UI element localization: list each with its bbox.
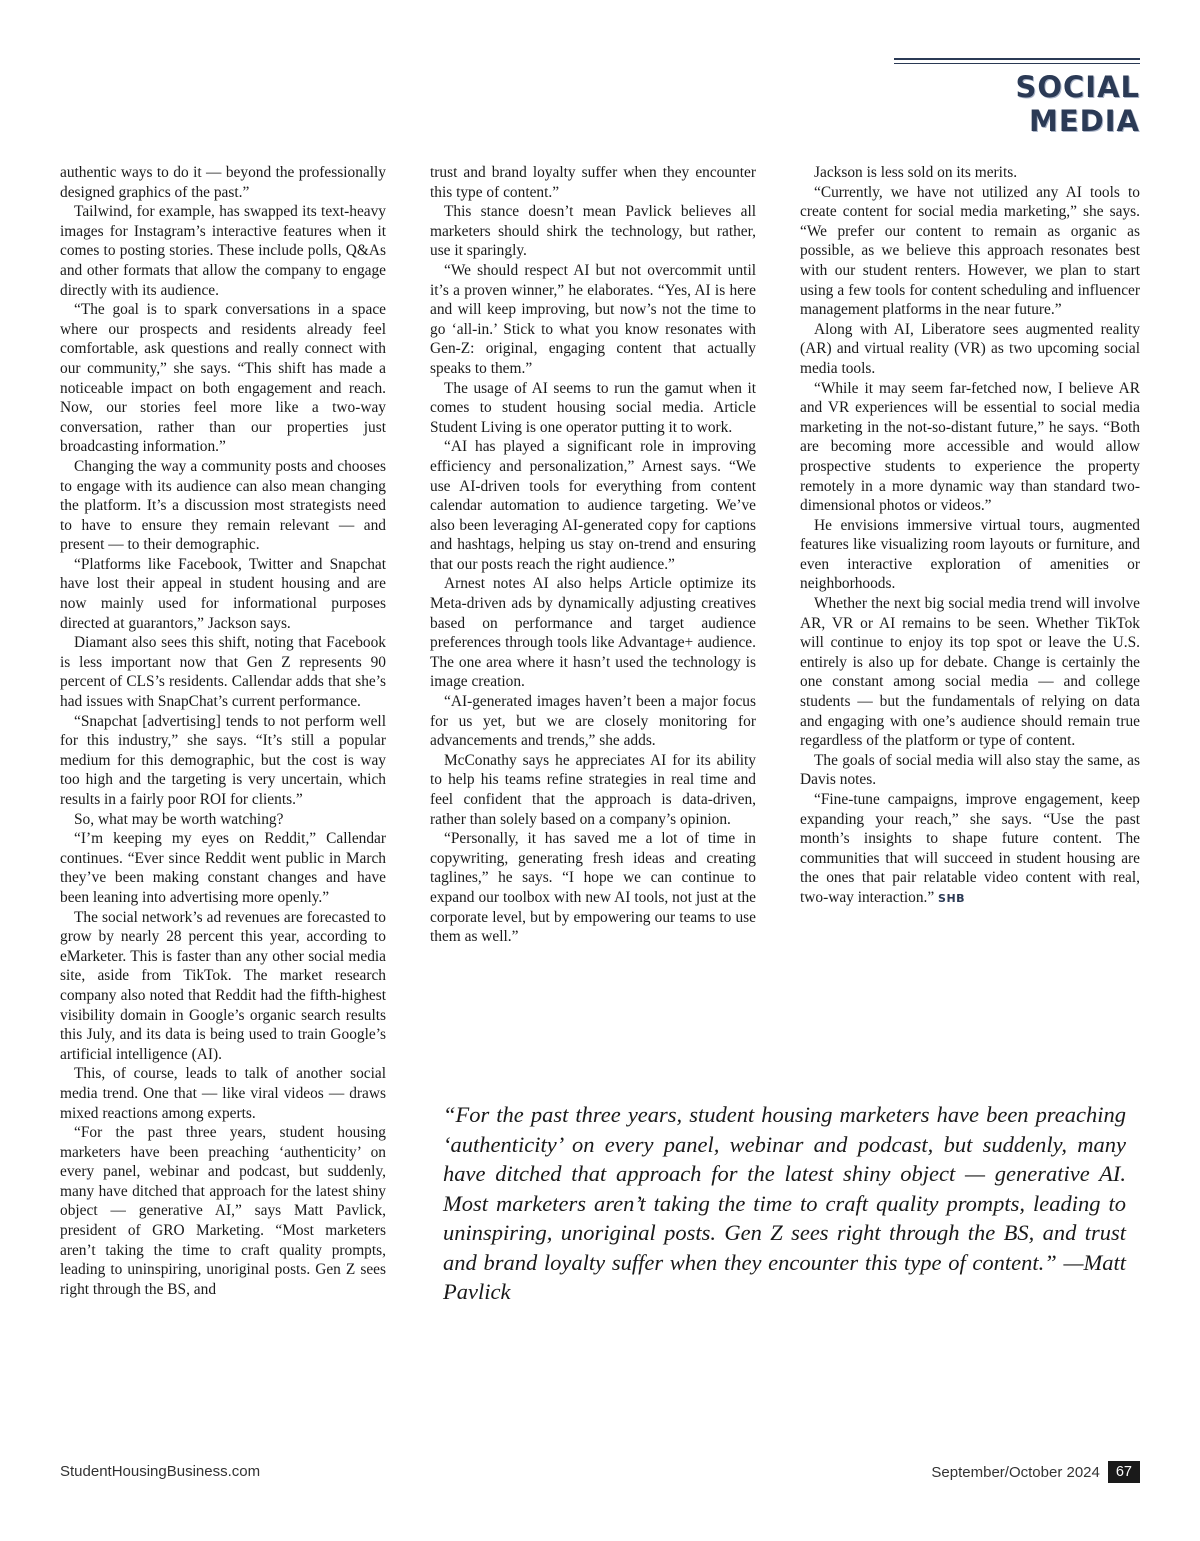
end-mark: SHB [938,891,966,905]
footer-issue: September/October 2024 [931,1463,1100,1481]
paragraph: This, of course, leads to talk of another social media trend. One that — like viral videos — draws mixed reactions among experts. [60,1065,386,1122]
paragraph: “The goal is to spark conversations in a space where our prospects and residents already feel comfortable, ask questions and really connect with our community,” she says. “This shift has made a noticeable impact on both engagement and reach. Now, our stories feel more like a two-way conversation, rather than our properties just broadcasting information.” [60,301,386,456]
paragraph: “For the past three years, student housing marketers have been preaching ‘authenticity’ on every panel, webinar and podcast, but suddenly, many have ditched that approach for the latest shiny object — generative AI,” says Matt Pavlick, president of GRO Marketing. “Most marketers aren’t taking the time to craft quality prompts, leading to uninspiring, unoriginal posts. Gen Z sees right through the BS, and [60,1124,386,1298]
paragraph: Diamant also sees this shift, noting that Facebook is less important now that Gen Z represents 90 percent of CLS’s residents. Callendar adds that she’s had issues with SnapChat’s current performance. [60,634,386,711]
paragraph: “AI has played a significant role in improving efficiency and personalization,” Arnest says. “We use AI-driven tools for everything from content calendar automation to audience targeting. We’ve also been leveraging AI-generated copy for captions and hashtags, helping us stay on-trend and ensuring that our posts reach the right audience.” [430,438,756,573]
pull-quote: “For the past three years, student housing marketers have been preaching ‘authenticity’ on every panel, webinar and podcast, but suddenly, many have ditched that approach for the latest shiny object — generative AI. Most marketers aren’t taking the time to craft quality prompts, leading to uninspiring, unoriginal posts. Gen Z sees right through the BS, and trust and brand loyalty suffer when they encounter this type of content.” —Matt Pavlick [443,1102,1126,1304]
paragraph-final-text: “Fine-tune campaigns, improve engagement, keep expanding your reach,” she says. “Use the past month’s insights to shape future content. The communities that will succeed in student housing are the ones that pair relatable video content with real, two-way interaction.” [800,791,1140,906]
paragraph: Along with AI, Liberatore sees augmented reality (AR) and virtual reality (VR) as two upcoming social media tools. [800,320,1140,377]
paragraph: “AI-generated images haven’t been a major focus for us yet, but we are closely monitoring for advancements and trends,” she adds. [430,693,756,750]
paragraph: Whether the next big social media trend will involve AR, VR or AI remains to be seen. Whether TikTok will continue to enjoy its top spot or leave the U.S. entirely is also up for debate. Change is certainly the one constant among social media — and college students — but the fundamentals of relying on data and engaging with one’s audience should remain true regardless of the platform or type of content. [800,595,1140,750]
paragraph: “Platforms like Facebook, Twitter and Snapchat have lost their appeal in student housing and are now mainly used for informational purposes directed at guarantors,” Jackson says. [60,555,386,632]
paragraph: Changing the way a community posts and chooses to engage with its audience can also mean changing the platform. It’s a discussion most strategists need to have to ensure they remain relevant — and present — to their demographic. [60,457,386,554]
paragraph: “While it may seem far-fetched now, I believe AR and VR experiences will be essential to social media marketing in the not-so-distant future,” he says. “Both are becoming more accessible and would allow prospective students to experience the property remotely in a more dynamic way than standard two-dimensional photos or videos.” [800,379,1140,515]
paragraph-final [800,790,1140,909]
paragraph: Tailwind, for example, has swapped its text-heavy images for Instagram’s interactive features when it comes to posting stories. These include polls, Q&As and other formats that allow the company to engage directly with its audience. [60,203,386,299]
paragraph: “Currently, we have not utilized any AI tools to create content for social media marketing,” she says. “We prefer our content to remain as organic as possible, as we believe this approach resonates best with our student renters. However, we plan to start using a few tools for content scheduling and influencer management platforms in the near future.” [800,183,1140,319]
paragraph: authentic ways to do it — beyond the professionally designed graphics of the past.” [60,164,386,201]
paragraph: trust and brand loyalty suffer when they encounter this type of content.” [430,164,756,201]
paragraph: “We should respect AI but not overcommit until it’s a proven winner,” he elaborates. “Yes, AI is here and will keep improving, but now’s not the time to go ‘all-in.’ Stick to what you know resonates with Gen-Z: original, engaging content that actually speaks to them.” [430,261,756,377]
paragraph: He envisions immersive virtual tours, augmented features like visualizing room layouts or furniture, and even interactive exploration of amenities or neighborhoods. [800,516,1140,593]
article-column-1 [60,163,386,1299]
section-title: SOCIAL MEDIA [1015,70,1140,138]
paragraph: “Personally, it has saved me a lot of time in copywriting, generating fresh ideas and creating taglines,” he says. “I hope we can continue to expand our toolbox with new AI tools, not just at the corporate level, but by empowering our teams to use them as well.” [430,830,756,946]
page-number: 67 [1108,1461,1140,1483]
paragraph: Arnest notes AI also helps Article optimize its Meta-driven ads by dynamically adjusting creatives based on performance and target audience preferences through tools like Advantage+ audience. The one area where it hasn’t used the technology is image creation. [430,575,756,691]
article-column-2 [430,163,756,947]
paragraph: The goals of social media will also stay the same, as Davis notes. [800,751,1140,789]
paragraph: The usage of AI seems to run the gamut when it comes to student housing social media. Article Student Living is one operator putting it to work. [430,379,756,436]
section-header [894,58,1140,138]
paragraph: “Snapchat [advertising] tends to not perform well for this industry,” she says. “It’s still a popular medium for this demographic, but the cost is way too high and the targeting is very uncertain, which results in a fairly poor ROI for clients.” [60,712,386,808]
paragraph: The social network’s ad revenues are forecasted to grow by nearly 28 percent this year, according to eMarketer. This is faster than any other social media site, aside from TikTok. The market research company also noted that Reddit had the fifth-highest visibility domain in Google’s organic search results this July, and its data is being used to train Google’s artificial intelligence (AI). [60,908,386,1063]
paragraph: This stance doesn’t mean Pavlick believes all marketers should shirk the technology, but rather, use it sparingly. [430,203,756,260]
footer-issue-block [931,1461,1140,1483]
paragraph: “I’m keeping my eyes on Reddit,” Callendar continues. “Ever since Reddit went public in March they’ve been making constant changes and have been leaning into advertising more openly.” [60,830,386,906]
paragraph: McConathy says he appreciates AI for its ability to help his teams refine strategies in real time and feel confident that the approach is data-driven, rather than solely based on a company’s opinion. [430,751,756,828]
article-column-3 [800,163,1140,909]
header-rule [894,58,1140,64]
paragraph: So, what may be worth watching? [74,810,284,828]
paragraph: Jackson is less sold on its merits. [814,164,1018,181]
footer-site: StudentHousingBusiness.com [60,1463,261,1480]
